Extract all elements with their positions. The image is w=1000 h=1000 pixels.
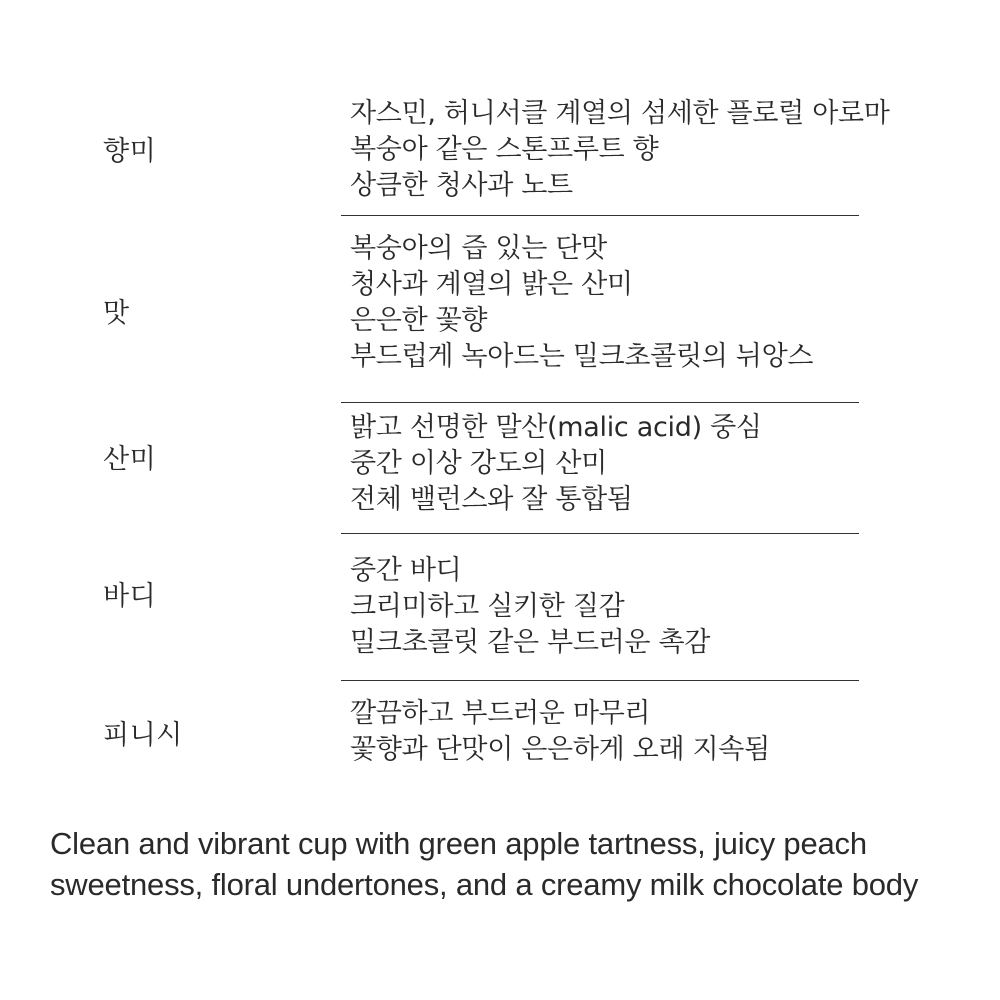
description-line: 밝고 선명한 말산(malic acid) 중심 [350, 412, 762, 443]
summary-line: sweetness, floral undertones, and a creamy milk chocolate body [50, 867, 919, 902]
description-line: 꽃향과 단맛이 은은하게 오래 지속됨 [350, 734, 770, 765]
description-line: 중간 이상 강도의 산미 [350, 448, 607, 479]
row-divider [341, 402, 859, 403]
description-line: 복숭아 같은 스톤프루트 향 [350, 134, 659, 165]
summary-line: Clean and vibrant cup with green apple tartness, juicy peach [50, 826, 867, 861]
row-divider [341, 215, 859, 216]
row-description-list [350, 410, 762, 518]
row-description-list [350, 231, 813, 375]
row-description-list [350, 553, 710, 661]
description-line: 밀크초콜릿 같은 부드러운 촉감 [350, 627, 711, 658]
summary-text [50, 823, 980, 905]
row-divider [341, 680, 859, 681]
description-line: 복숭아의 즙 있는 단맛 [350, 233, 607, 264]
row-divider [341, 533, 859, 534]
row-description-list [350, 696, 770, 768]
row-label: 산미 [103, 444, 157, 475]
description-line: 중간 바디 [350, 555, 462, 586]
description-line: 전체 밸런스와 잘 통합됨 [350, 484, 633, 515]
row-label: 피니시 [103, 720, 183, 751]
description-line: 부드럽게 녹아드는 밀크초콜릿의 뉘앙스 [350, 341, 814, 372]
description-line: 상큼한 청사과 노트 [350, 170, 573, 201]
row-description-list [350, 96, 890, 204]
description-line: 은은한 꽃향 [350, 305, 488, 336]
row-label: 맛 [103, 298, 130, 329]
description-line: 자스민, 허니서클 계열의 섬세한 플로럴 아로마 [350, 98, 890, 129]
description-line: 깔끔하고 부드러운 마무리 [350, 698, 651, 729]
description-line: 청사과 계열의 밝은 산미 [350, 269, 633, 300]
row-label: 향미 [103, 136, 157, 167]
description-line: 크리미하고 실키한 질감 [350, 591, 625, 622]
row-label: 바디 [103, 581, 157, 612]
